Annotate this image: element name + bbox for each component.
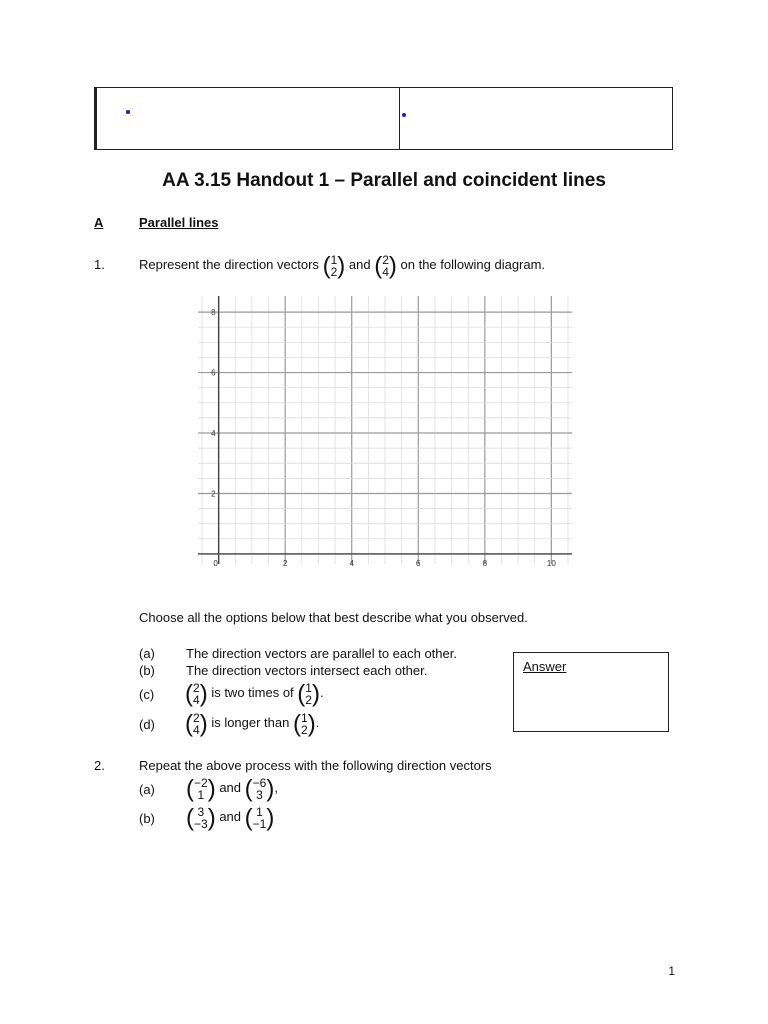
bullet-right [402,113,406,117]
vector-2-4: ( 2 4 ) [185,680,208,708]
vector-3-neg3: ( 3 −3 ) [186,804,216,832]
y-tick-label: 2 [211,489,216,499]
section-heading: Parallel lines [139,215,219,230]
vector-neg6-3: ( −6 3 ) [244,775,275,803]
y-tick-label: 6 [211,368,216,378]
header-table [94,87,673,150]
vector-2-4: ( 2 4 ) [374,252,397,280]
q2a-vectors: ( −2 1 ) and ( −6 3 ), [186,775,278,803]
q2-text: Repeat the above process with the following direction vectors [139,758,492,773]
page-number: 1 [668,964,675,978]
q2b-vectors: ( 3 −3 ) and ( 1 −1 ) [186,804,275,832]
vector-1-2: ( 1 2 ) [297,680,320,708]
y-tick-label: 4 [211,429,216,439]
option-a-text: The direction vectors are parallel to each other. [186,646,457,661]
header-table-divider [399,88,400,149]
instructions: Choose all the options below that best describe what you observed. [139,610,528,625]
option-c-label: (c) [139,687,155,702]
answer-box[interactable] [513,652,669,732]
vector-1-neg1: ( 1 −1 ) [244,804,275,832]
q1-text-after: on the following diagram. [400,257,546,272]
x-tick-label: 10 [546,558,556,568]
x-tick-label: 0 [213,558,218,568]
option-c-text: ( 2 4 ) is two times of ( 1 2 ). [185,680,324,708]
coordinate-grid[interactable] [198,296,572,580]
option-a-label: (a) [139,646,155,661]
vector-2-4: ( 2 4 ) [185,710,208,738]
option-d-label: (d) [139,717,155,732]
q2b-label: (b) [139,811,155,826]
x-tick-label: 6 [416,558,421,568]
q1-number: 1. [94,257,105,272]
answer-label: Answer [523,659,567,674]
q1-line [139,249,545,282]
x-tick-label: 2 [282,558,288,568]
bullet-left [126,110,130,114]
option-b-text: The direction vectors intersect each other. [186,663,428,678]
q2-number: 2. [94,758,105,773]
page-title: AA 3.15 Handout 1 – Parallel and coincident lines [162,170,606,191]
vector-1-2: ( 1 2 ) [322,252,346,280]
vector-1-2: ( 1 2 ) [293,710,316,738]
option-b-label: (b) [139,663,155,678]
q1-and: and [348,257,371,272]
section-letter: A [94,215,104,230]
q1-text-before: Represent the direction vectors [139,257,319,272]
y-tick-label: 8 [211,308,216,318]
q2a-label: (a) [139,782,155,797]
vector-neg2-1: ( −2 1 ) [186,775,216,803]
x-tick-label: 8 [482,558,488,568]
x-tick-label: 4 [349,558,354,568]
option-d-text: ( 2 4 ) is longer than ( 1 2 ). [185,710,320,738]
